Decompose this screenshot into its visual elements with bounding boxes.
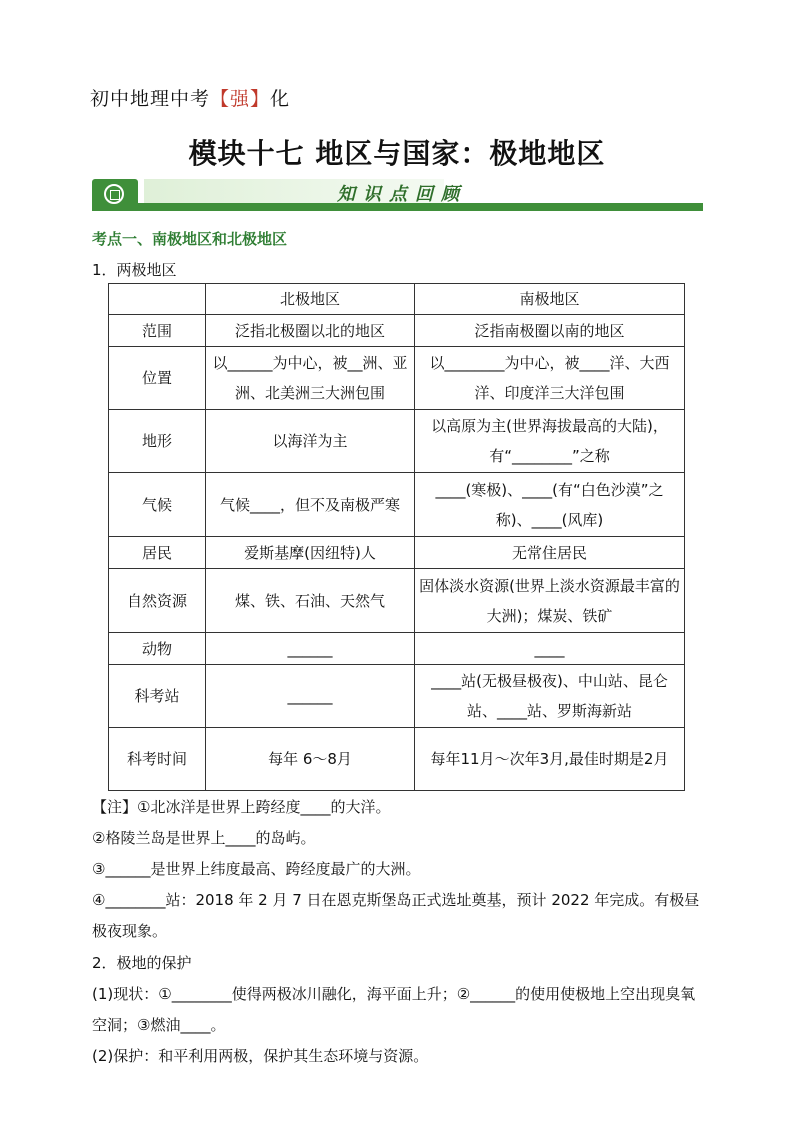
header-cell-north: 北极地区 <box>206 284 415 315</box>
table-row <box>109 728 685 791</box>
table-header-row <box>109 284 685 315</box>
north-cell: 以海洋为主 <box>206 410 415 473</box>
row-label: 居民 <box>109 537 206 569</box>
south-cell: ____站(无极昼极夜)、中山站、昆仑站、____站、罗斯海新站 <box>415 665 685 728</box>
north-cell: 以______为中心，被__洲、亚洲、北美洲三大洲包围 <box>206 347 415 410</box>
south-cell: 固体淡水资源(世界上淡水资源最丰富的大洲)；煤炭、铁矿 <box>415 569 685 633</box>
item-heading-2: 2．极地的保护 <box>92 954 192 972</box>
table-row <box>109 633 685 665</box>
header-cell-blank <box>109 284 206 315</box>
table-row <box>109 665 685 728</box>
north-cell: 煤、铁、石油、天然气 <box>206 569 415 633</box>
north-cell: 气候____，但不及南极严寒 <box>206 473 415 537</box>
protection-measures: (2)保护：和平利用两极，保护其生态环境与资源。 <box>92 1047 429 1065</box>
table-row <box>109 537 685 569</box>
row-label: 动物 <box>109 633 206 665</box>
row-label: 科考时间 <box>109 728 206 791</box>
header-prefix: 初中地理中考 <box>90 88 211 110</box>
document-header <box>90 84 290 111</box>
banner-icon-box <box>92 179 138 211</box>
page-title: 模块十七 地区与国家：极地地区 <box>188 137 606 170</box>
polar-regions-table <box>108 283 685 791</box>
row-label: 地形 <box>109 410 206 473</box>
north-cell: ______ <box>206 633 415 665</box>
item-heading-1: 1．两极地区 <box>92 261 177 279</box>
protection-status: (1)现状：①________使得两极冰川融化，海平面上升；②______的使用使极地上空出现臭氧空洞；③燃油____。 <box>92 985 696 1034</box>
row-label: 科考站 <box>109 665 206 728</box>
header-suffix: 化 <box>270 88 291 110</box>
row-label: 气候 <box>109 473 206 537</box>
table-row <box>109 347 685 410</box>
north-cell: 爱斯基摩(因纽特)人 <box>206 537 415 569</box>
row-label: 自然资源 <box>109 569 206 633</box>
row-label: 范围 <box>109 315 206 347</box>
table-row <box>109 473 685 537</box>
table-row <box>109 569 685 633</box>
note-2: ②格陵兰岛是世界上____的岛屿。 <box>92 829 316 847</box>
table-row <box>109 410 685 473</box>
section-banner <box>92 179 703 213</box>
south-cell: ____(寒极)、____(有“白色沙漠”之称)、____(风库) <box>415 473 685 537</box>
south-cell: 以________为中心，被____洋、大西洋、印度洋三大洋包围 <box>415 347 685 410</box>
note-1: 【注】①北冰洋是世界上跨经度____的大洋。 <box>92 798 391 816</box>
north-cell: 泛指北极圈以北的地区 <box>206 315 415 347</box>
note-4: ④________站：2018 年 2 月 7 日在恩克斯堡岛正式选址奠基，预计 2022 年完成。有极昼极夜现象。 <box>92 891 700 940</box>
note-3: ③______是世界上纬度最高、跨经度最广的大洲。 <box>92 860 421 878</box>
south-cell: ____ <box>415 633 685 665</box>
section-heading: 考点一、南极地区和北极地区 <box>92 230 288 248</box>
south-cell: 泛指南极圈以南的地区 <box>415 315 685 347</box>
south-cell: 以高原为主(世界海拔最高的大陆)，有“________”之称 <box>415 410 685 473</box>
south-cell: 每年11月～次年3月,最佳时期是2月 <box>415 728 685 791</box>
north-cell: ______ <box>206 665 415 728</box>
south-cell: 无常住居民 <box>415 537 685 569</box>
table-row <box>109 315 685 347</box>
header-bracket-word: 【强】 <box>210 88 271 110</box>
north-cell: 每年 6～8月 <box>206 728 415 791</box>
header-cell-south: 南极地区 <box>415 284 685 315</box>
banner-label: 知识点回顾 <box>337 184 467 205</box>
row-label: 位置 <box>109 347 206 410</box>
book-icon <box>104 184 124 204</box>
